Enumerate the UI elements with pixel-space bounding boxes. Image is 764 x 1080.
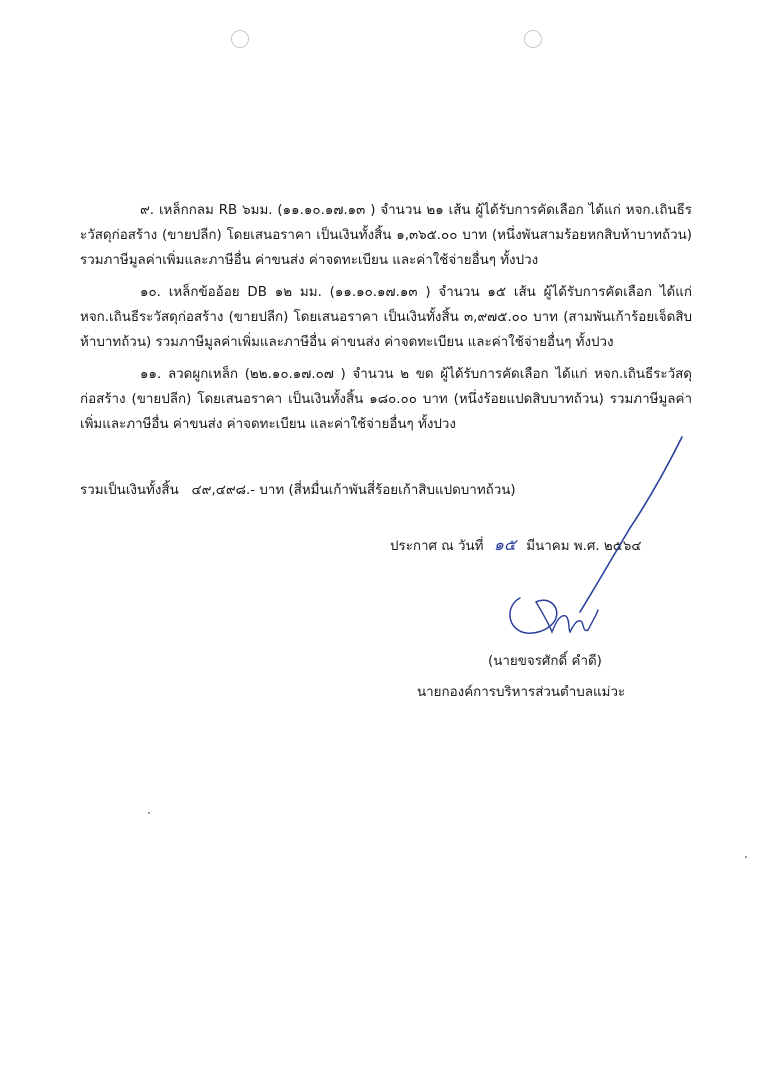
announcement-prefix: ประกาศ ณ วันที่ — [390, 539, 484, 554]
total-label: รวมเป็นเงินทั้งสิ้น — [80, 483, 179, 498]
item-number: ๙. — [140, 203, 155, 218]
punch-hole-right — [524, 30, 542, 48]
item-10 — [80, 280, 692, 355]
item-11 — [80, 362, 692, 437]
item-number: ๑๐. — [140, 285, 161, 300]
handwritten-day: ๑๕ — [493, 535, 516, 554]
item-text: ลวดผูกเหล็ก (๒๒.๑๐.๑๗.๐๗ ) จำนวน ๒ ขด ผู้ได้รับการคัดเลือก ได้แก่ หจก.เถินธีระวัสดุก่อสร้าง (ขายปลีก) โดยเสนอราคา เป็นเงินทั้งสิ้น ๑๘๐.๐๐ บาท (หนึ่งร้อยแปดสิบบาทถ้วน) รวมภาษีมูลค่าเพิ่มและภาษีอื่น ค่าขนส่ง ค่าจดทะเบียน และค่าใช้จ่ายอื่นๆ ทั้งปวง — [80, 367, 692, 432]
scan-speck — [148, 812, 150, 814]
item-number: ๑๑. — [140, 367, 162, 382]
signer-position: นายกองค์การบริหารส่วนตำบลแม่วะ — [417, 685, 626, 700]
item-text: เหล็กข้ออ้อย DB ๑๒ มม. (๑๑.๑๐.๑๗.๑๓ ) จำนวน ๑๕ เส้น ผู้ได้รับการคัดเลือก ได้แก่ หจก.เถินธีระวัสดุก่อสร้าง (ขายปลีก) โดยเสนอราคา เป็นเงินทั้งสิ้น ๓,๙๗๕.๐๐ บาท (สามพันเก้าร้อยเจ็ดสิบห้าบาทถ้วน) รวมภาษีมูลค่าเพิ่มและภาษีอื่น ค่าขนส่ง ค่าจดทะเบียน และค่าใช้จ่ายอื่นๆ ทั้งปวง — [80, 285, 692, 350]
scan-speck — [745, 856, 747, 858]
total-words: (สี่หมื่นเก้าพันสี่ร้อยเก้าสิบแปดบาทถ้วน) — [288, 483, 516, 498]
punch-hole-left — [231, 30, 249, 48]
signer-name: (นายขจรศักดิ์ คำดี) — [488, 654, 602, 669]
item-9 — [80, 198, 692, 273]
announcement-month-year: มีนาคม พ.ศ. ๒๕๖๔ — [526, 539, 642, 554]
announcement-date — [390, 534, 641, 558]
item-text: เหล็กกลม RB ๖มม. (๑๑.๑๐.๑๗.๑๓ ) จำนวน ๒๑ เส้น ผู้ได้รับการคัดเลือก ได้แก่ หจก.เถินธีระวัสดุก่อสร้าง (ขายปลีก) โดยเสนอราคา เป็นเงินทั้งสิ้น ๑,๓๖๕.๐๐ บาท (หนึ่งพันสามร้อยหกสิบห้าบาทถ้วน) รวมภาษีมูลค่าเพิ่มและภาษีอื่น ค่าขนส่ง ค่าจดทะเบียน และค่าใช้จ่ายอื่นๆ ทั้งปวง — [80, 203, 692, 268]
total-amount: ๔๙,๔๙๘.- บาท — [191, 483, 285, 498]
grand-total — [80, 480, 516, 502]
